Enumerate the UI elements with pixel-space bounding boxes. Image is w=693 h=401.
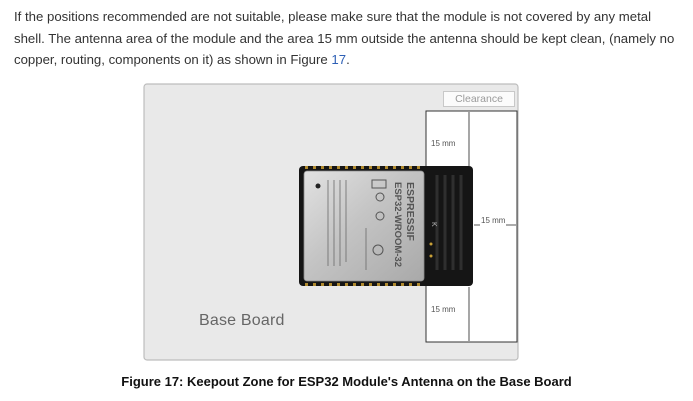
figure-caption: Figure 17: Keepout Zone for ESP32 Module's Antenna on the Base Board	[121, 374, 572, 389]
antenna-mark: K	[430, 222, 437, 227]
clearance-label: Clearance	[443, 91, 515, 107]
base-board-label: Base Board	[199, 312, 285, 329]
paragraph-text: If the positions recommended are not suitable, please make sure that the module is not covered by any metal shell. The antenna area of the module and the area 15 mm outside the antenna should be kept clean, (namely no copper, routing, components on it) as shown in Figure	[14, 9, 675, 67]
pin1-dot	[316, 184, 321, 189]
figure-link[interactable]: 17	[331, 52, 347, 67]
dim-label-right: 15 mm	[481, 216, 506, 225]
paragraph-end: .	[346, 52, 350, 67]
dim-label-bottom: 15 mm	[431, 305, 456, 314]
module-brand-text: ESPRESSIF	[404, 182, 416, 241]
module-model-text: ESP32-WROOM-32	[392, 182, 403, 267]
dim-label-top: 15 mm	[431, 139, 456, 148]
